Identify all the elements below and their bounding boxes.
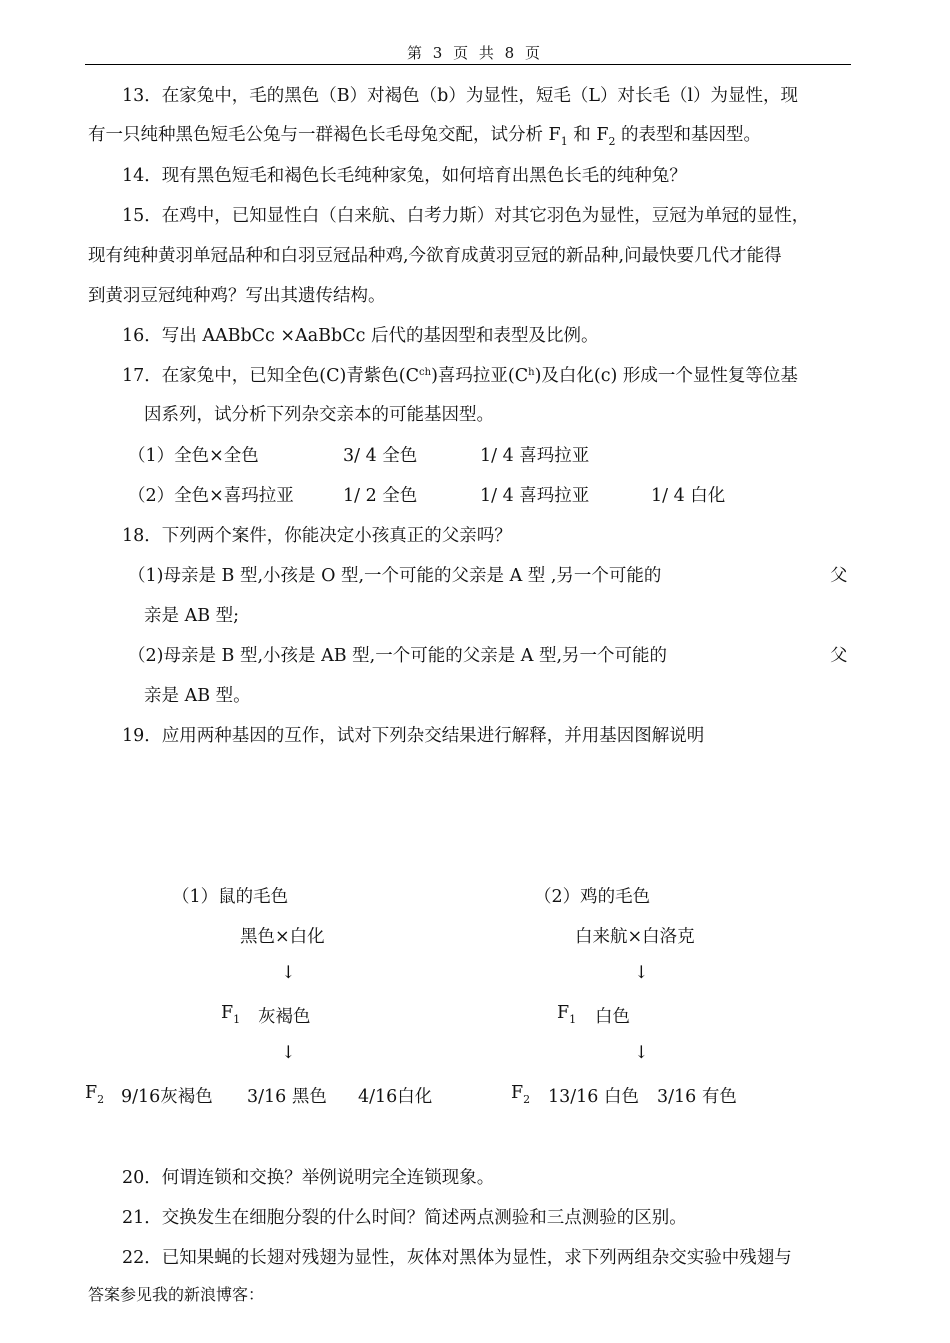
diagram1-f2-label: F (85, 1083, 98, 1103)
diagram2-f2-sub: 2 (523, 1093, 531, 1106)
q15-line2: 现有纯种黄羽单冠品种和白羽豆冠品种鸡,今欲育成黄羽豆冠的新品种,问最快要几代才能得 (88, 246, 782, 266)
diagram1-f1-pheno: 灰褐色 (258, 1007, 311, 1027)
diagram2-f2 (511, 1083, 531, 1106)
diagram1-f1-sub: 1 (233, 1013, 241, 1026)
diagram1-arrow1: ↓ (281, 963, 296, 983)
diagram2-arrow2: ↓ (634, 1043, 649, 1063)
page-footer: 答案参见我的新浪博客： (88, 1285, 265, 1304)
q19-text: 19．应用两种基因的互作，试对下列杂交结果进行解释，并用基因图解说明 (122, 726, 705, 746)
q18-case1-a: （1)母亲是 B 型,小孩是 O 型,一个可能的父亲是 A 型 ,另一个可能的 (128, 566, 662, 586)
q17-line2: 因系列，试分析下列杂交亲本的可能基因型。 (144, 405, 494, 425)
diagram2-cross: 白来航×白洛克 (575, 927, 695, 947)
q22-text: 22．已知果蝇的长翅对残翅为显性，灰体对黑体为显性，求下列两组杂交实验中残翅与 (122, 1248, 792, 1268)
q18-case2-a: （2)母亲是 B 型,小孩是 AB 型,一个可能的父亲是 A 型,另一个可能的 (128, 646, 668, 666)
diagram1-f2-ratio1: 9/16灰褐色 (121, 1087, 213, 1107)
diagram2-f1-label: F (557, 1003, 570, 1023)
q13-line2 (88, 121, 761, 146)
q18-case2-b: 亲是 AB 型。 (144, 686, 251, 706)
diagram1-f1 (221, 1003, 241, 1026)
q15-line1: 15．在鸡中，已知显性白（白来航、白考力斯）对其它羽色为显性，豆冠为单冠的显性， (122, 206, 810, 226)
q17-row1-cross: （1）全色×全色 (128, 446, 259, 466)
q21-text: 21．交换发生在细胞分裂的什么时间？简述两点测验和三点测验的区别。 (122, 1208, 687, 1228)
q17-p1: 17．在家兔中，已知全色(C)青紫色(C (122, 366, 420, 386)
diagram1-f2-ratio2: 3/16 黑色 (247, 1087, 327, 1107)
q17-row2-ratio1: 1/ 2 全色 (343, 486, 418, 506)
q17-p3: )及白化(c) 形成一个显性复等位基 (534, 366, 798, 386)
q13-line1: 13．在家兔中，毛的黑色（B）对褐色（b）为显性，短毛（L）对长毛（l）为显性，现 (122, 86, 799, 106)
diagram2-f1-pheno: 白色 (595, 1007, 630, 1027)
diagram1-f2-sub: 2 (97, 1093, 105, 1106)
diagram2-f1 (557, 1003, 577, 1026)
diagram2-f1-sub: 1 (569, 1013, 577, 1026)
q14-text: 14．现有黑色短毛和褐色长毛纯种家兔，如何培育出黑色长毛的纯种兔？ (122, 166, 687, 186)
q17-line1 (122, 362, 798, 387)
q13-text-b: 的表型和基因型。 (615, 125, 762, 145)
q17-row1-ratio2: 1/ 4 喜玛拉亚 (480, 446, 590, 466)
q17-row2-cross: （2）全色×喜玛拉亚 (128, 486, 294, 506)
diagram2-f2-ratio2: 3/16 有色 (657, 1087, 737, 1107)
diagram1-f2 (85, 1083, 105, 1106)
q18-case1-end: 父 (830, 566, 848, 586)
diagram1-f2-ratio3: 4/16白化 (358, 1087, 433, 1107)
q17-sup-h: h (528, 367, 535, 378)
page-header: 第 3 页 共 8 页 (407, 44, 543, 62)
q13-sub2: 2 (608, 135, 616, 148)
diagram2-arrow1: ↓ (634, 963, 649, 983)
q17-sup-ch: ch (419, 367, 432, 378)
diagram2-f2-label: F (511, 1083, 524, 1103)
q18-case2-end: 父 (830, 646, 848, 666)
diagram1-title: （1）鼠的毛色 (172, 887, 289, 907)
q17-row2-ratio3: 1/ 4 白化 (651, 486, 726, 506)
q13-and: 和 F (567, 125, 609, 145)
q18-title: 18．下列两个案件，你能决定小孩真正的父亲吗？ (122, 526, 512, 546)
q16-text: 16．写出 AABbCc ×AaBbCc 后代的基因型和表型及比例。 (122, 326, 599, 346)
q18-case1-b: 亲是 AB 型; (144, 606, 240, 626)
diagram1-arrow2: ↓ (281, 1043, 296, 1063)
diagram2-title: （2）鸡的毛色 (534, 887, 651, 907)
q17-row1-ratio1: 3/ 4 全色 (343, 446, 418, 466)
header-rule (85, 64, 851, 65)
q13-text-a: 有一只纯种黑色短毛公兔与一群褐色长毛母兔交配，试分析 F (88, 125, 561, 145)
q13-sub1: 1 (560, 135, 568, 148)
q17-p2: )喜玛拉亚(C (431, 366, 529, 386)
q17-row2-ratio2: 1/ 4 喜玛拉亚 (480, 486, 590, 506)
diagram2-f2-ratio1: 13/16 白色 (548, 1087, 639, 1107)
q20-text: 20．何谓连锁和交换？举例说明完全连锁现象。 (122, 1168, 495, 1188)
diagram1-cross: 黑色×白化 (240, 927, 325, 947)
q15-line3: 到黄羽豆冠纯种鸡？写出其遗传结构。 (88, 286, 386, 306)
diagram1-f1-label: F (221, 1003, 234, 1023)
